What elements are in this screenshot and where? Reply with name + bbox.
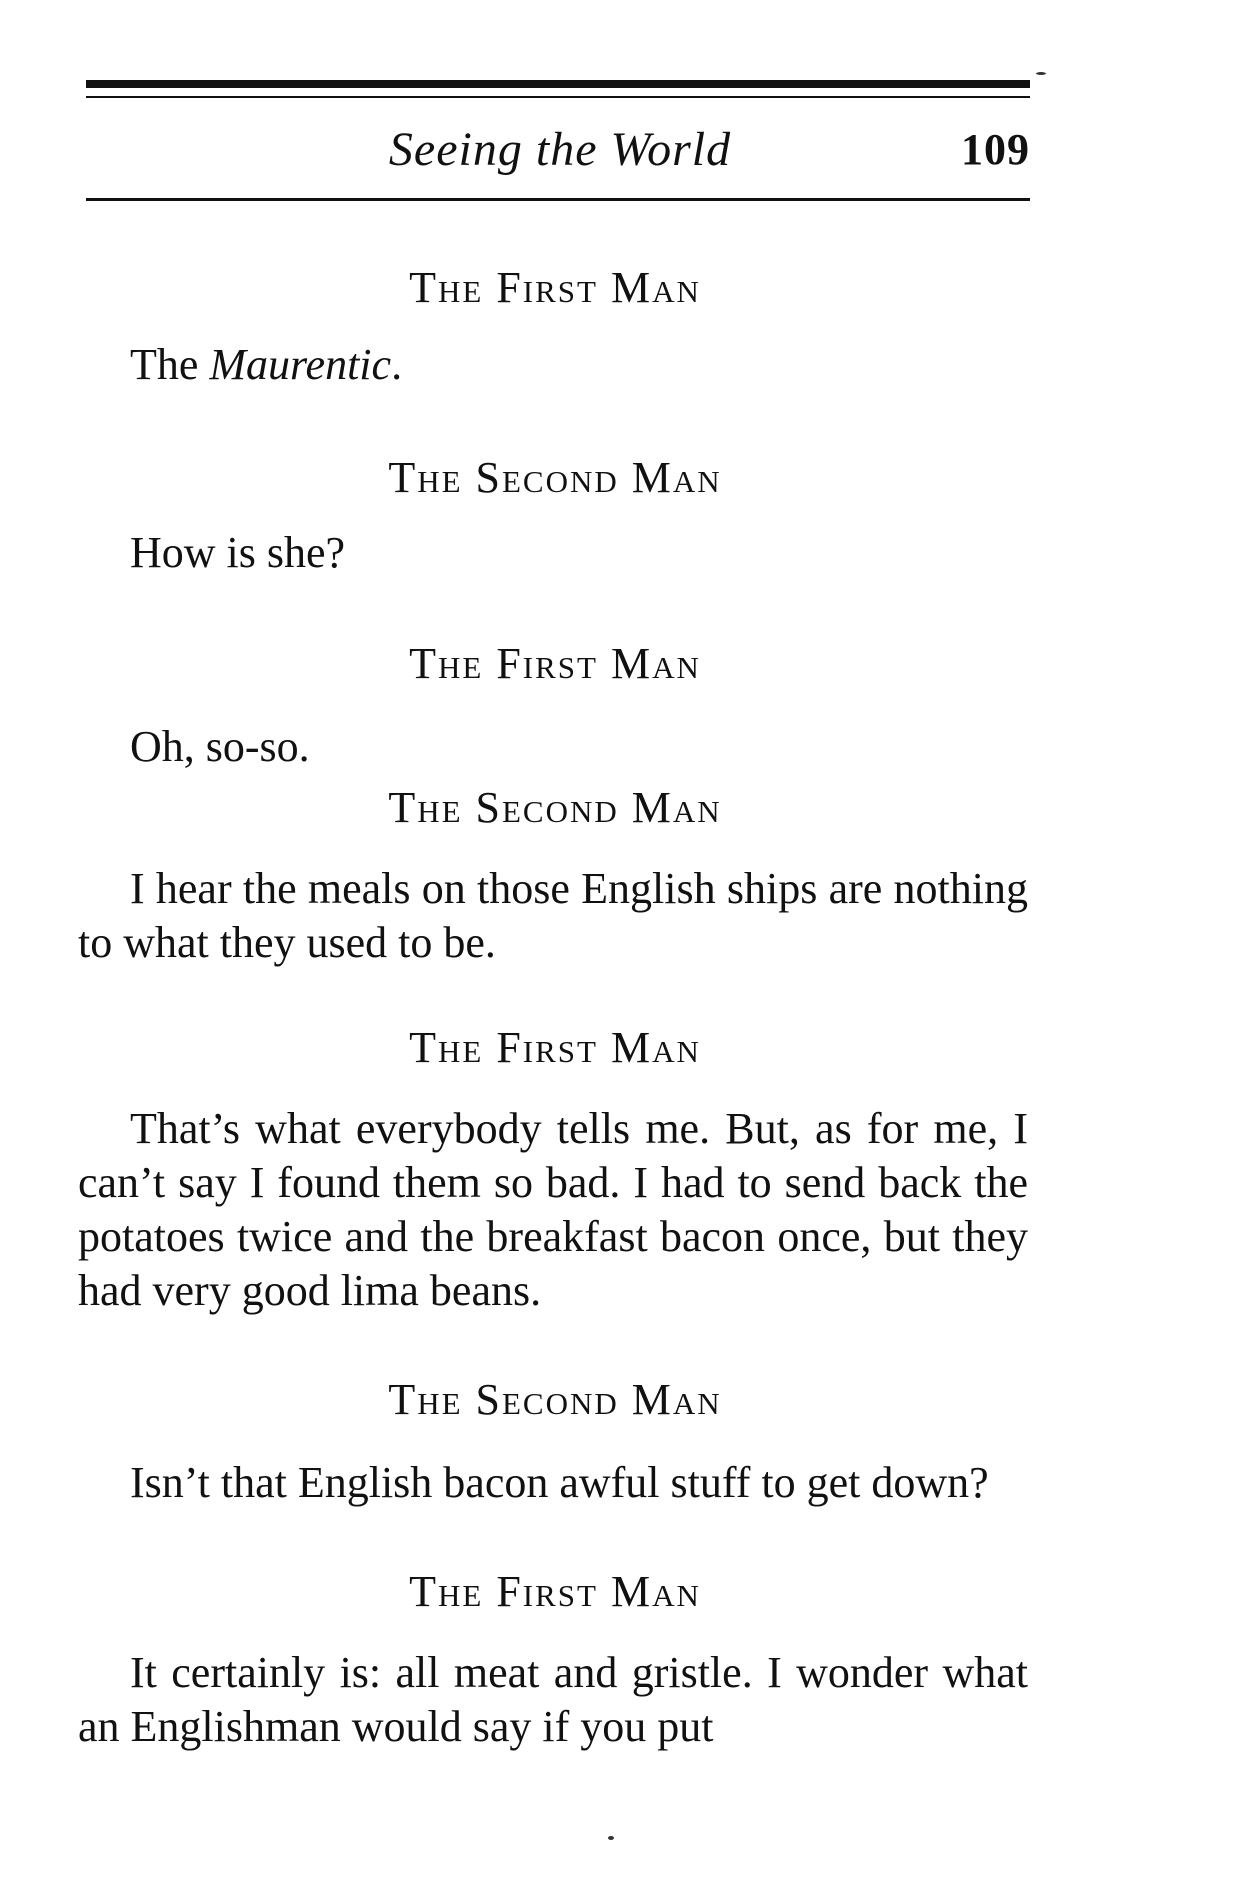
speaker-label: The Second Man bbox=[388, 1375, 722, 1424]
speaker-label: The First Man bbox=[409, 1023, 701, 1072]
header-rule-thin bbox=[86, 96, 1030, 98]
header-rule-thick bbox=[86, 80, 1030, 88]
speech-text-part: The bbox=[130, 340, 210, 389]
print-speck bbox=[608, 1836, 614, 1840]
speech-text: Isn’t that English bacon awful stuff to get down? bbox=[130, 1458, 989, 1507]
speech-text: That’s what everybody tells me. But, as for me, I can’t say I found them so bad. I had to send back the potatoes twice and the breakfast bacon once, but they had very good lima beans. bbox=[78, 1104, 1028, 1315]
header-rule-bottom bbox=[86, 198, 1030, 201]
speaker-label: The Second Man bbox=[388, 453, 722, 502]
page-number: 109 bbox=[961, 125, 1030, 174]
speaker-label: The First Man bbox=[409, 639, 701, 688]
speech-text: Oh, so-so. bbox=[130, 722, 310, 771]
speech-text bbox=[78, 338, 1028, 392]
speech-text: How is she? bbox=[130, 528, 346, 577]
speaker-label: The First Man bbox=[409, 1567, 701, 1616]
speech-text: I hear the meals on those English ships are nothing to what they used to be. bbox=[78, 864, 1028, 967]
speech-text-part: . bbox=[391, 340, 403, 389]
print-speck bbox=[1036, 72, 1046, 75]
speaker-label: The Second Man bbox=[388, 783, 722, 832]
ship-name: Maurentic bbox=[209, 340, 392, 389]
speech-text: It certainly is: all meat and gristle. I wonder what an Englishman would say if you put bbox=[78, 1648, 1028, 1751]
running-title: Seeing the World bbox=[388, 123, 732, 176]
speaker-label: The First Man bbox=[409, 263, 701, 312]
